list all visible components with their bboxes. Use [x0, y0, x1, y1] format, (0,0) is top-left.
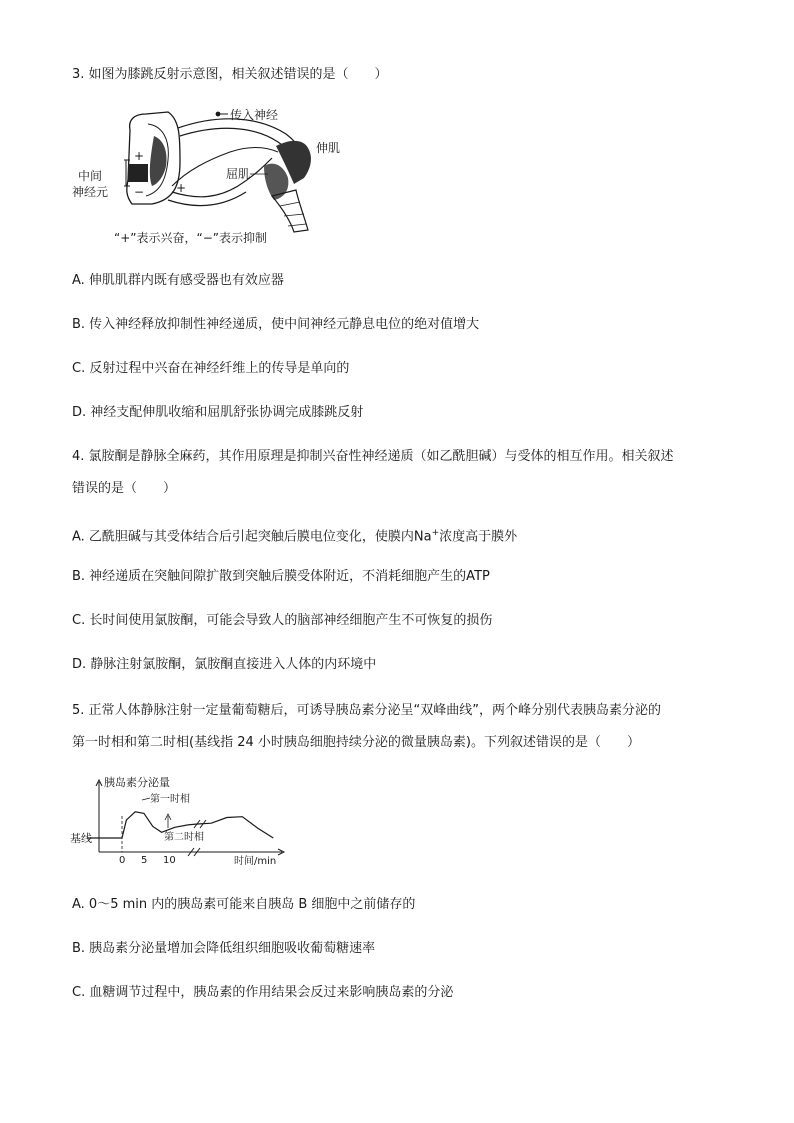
q5-option-c: C. 血糖调节过程中，胰岛素的作用结果会反过来影响胰岛素的分泌 [72, 985, 454, 1000]
x-tick-label: 5 [141, 855, 148, 866]
q3-option-a: A. 伸肌肌群内既有感受器也有效应器 [72, 273, 284, 288]
interneuron-body [128, 164, 148, 182]
label-extensor: 伸肌 [316, 141, 341, 155]
x-tick-label: 10 [163, 855, 176, 866]
plus-sign-right: + [176, 181, 187, 195]
label-flexor: 屈肌 [226, 167, 251, 181]
q5-stem-line2: 第一时相和第二时相(基线指 24 小时胰岛细胞持续分泌的微量胰岛素)。下列叙述错误的是（ ） [72, 735, 640, 750]
label-interneuron-2: 神经元 [72, 185, 109, 199]
q3-stem: 3. 如图为膝跳反射示意图，相关叙述错误的是（ ） [72, 67, 388, 82]
q4-option-b: B. 神经递质在突触间隙扩散到突触后膜受体附近，不消耗细胞产生的ATP [72, 569, 490, 584]
figure-caption: “+”表示兴奋，“−”表示抑制 [114, 231, 267, 245]
insulin-secretion-chart [68, 776, 298, 871]
q4-option-c: C. 长时间使用氯胺酮，可能会导致人的脑部神经细胞产生不可恢复的损伤 [72, 613, 493, 628]
q4-stem-line2: 错误的是（ ） [72, 481, 177, 496]
plus-sign-top: + [134, 149, 145, 163]
q4-option-a-post: 浓度高于膜外 [439, 529, 518, 545]
q3-option-c: C. 反射过程中兴奋在神经纤维上的传导是单向的 [72, 361, 350, 376]
label-interneuron-1: 中间 [78, 169, 103, 183]
annotation-phase-1: 第一时相 [150, 794, 190, 805]
q5-option-b: B. 胰岛素分泌量增加会降低组织细胞吸收葡萄糖速率 [72, 941, 376, 956]
q4-option-a-sup: + [431, 528, 440, 538]
efferent-nerve [172, 158, 272, 197]
q4-option-a-pre: A. 乙酰胆碱与其受体结合后引起突触后膜电位变化，使膜内Na [72, 529, 432, 545]
q5-stem-line1: 5. 正常人体静脉注射一定量葡萄糖后，可诱导胰岛素分泌呈“双峰曲线”，两个峰分别代表胰岛素分泌的 [72, 703, 662, 718]
minus-sign: − [134, 185, 145, 199]
q4-option-a [72, 524, 517, 546]
label-afferent-nerve: 传入神经 [230, 108, 279, 122]
x-axis-label: 时间/min [234, 856, 277, 867]
knee-jerk-reflex-diagram [68, 100, 358, 255]
q4-option-d: D. 静脉注射氯胺酮，氯胺酮直接进入人体的内环境中 [72, 657, 377, 672]
annotation-phase-2: 第二时相 [164, 832, 204, 843]
x-tick-label: 0 [119, 855, 126, 866]
q5-option-a: A. 0～5 min 内的胰岛素可能来自胰岛 B 细胞中之前储存的 [72, 897, 416, 912]
q3-option-b: B. 传入神经释放抑制性神经递质，使中间神经元静息电位的绝对值增大 [72, 317, 480, 332]
q3-option-d: D. 神经支配伸肌收缩和屈肌舒张协调完成膝跳反射 [72, 405, 364, 420]
baseline-label: 基线 [70, 832, 92, 845]
q4-stem-line1: 4. 氯胺酮是静脉全麻药，其作用原理是抑制兴奋性神经递质（如乙酰胆碱）与受体的相互作用。相关叙述 [72, 449, 674, 464]
y-axis-label: 胰岛素分泌量 [104, 776, 170, 789]
